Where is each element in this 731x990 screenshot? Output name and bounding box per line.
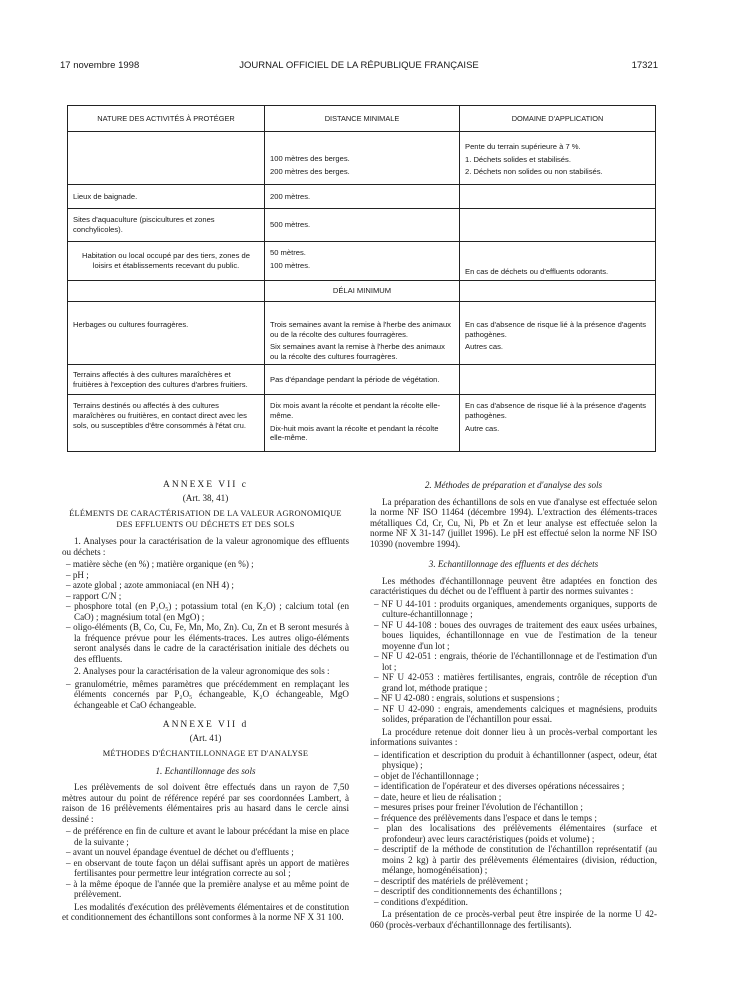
table-cell-distance bbox=[265, 365, 460, 395]
list-item: – identification de l'opérateur et des diverses opérations nécessaires ; bbox=[370, 781, 657, 792]
table-cell-nature bbox=[68, 209, 265, 242]
section-title: MÉTHODES D'ÉCHANTILLONNAGE ET D'ANALYSE bbox=[102, 749, 309, 758]
cell-text: Terrains affectés à des cultures maraîchères et fruitières à l'exception des cultures d'arbres fruitiers. bbox=[73, 370, 248, 389]
bullet-list bbox=[62, 679, 349, 711]
list-item: – NF U 44-101 : produits organiques, amendements organiques, supports de culture-échantillonnage ; bbox=[370, 599, 657, 620]
header-journal-title: JOURNAL OFFICIEL DE LA RÉPUBLIQUE FRANÇAISE bbox=[239, 60, 479, 71]
paragraph: Les modalités d'exécution des prélèvements élémentaires et de constitution et conditionnement des échantillons sont conformes à la norme NF X 31 100. bbox=[62, 901, 349, 922]
list-item: – date, heure et lieu de réalisation ; bbox=[370, 792, 657, 803]
cell-text: Autre cas. bbox=[465, 423, 500, 433]
cell-text: Dix-huit mois avant la récolte et pendant la récolte elle-même. bbox=[270, 423, 439, 443]
table-cell-domain bbox=[460, 395, 656, 452]
subsection-title: 2. Méthodes de préparation et d'analyse des sols bbox=[424, 480, 603, 490]
cell-text: 200 mètres des berges. bbox=[270, 166, 350, 176]
list-item: – plan des localisations des prélèvements élémentaires (surface et profondeur) avec leurs caractéristiques (poids et volume) ; bbox=[370, 823, 657, 844]
table-cell-nature bbox=[68, 242, 265, 281]
cell-text: En cas de déchets ou d'effluents odorants. bbox=[465, 267, 609, 277]
bullet-list bbox=[62, 559, 349, 664]
subsection-title: 1. Echantillonnage des sols bbox=[155, 765, 256, 776]
paragraph: Les méthodes d'échantillonnage peuvent être adaptées en fonction des caractéristiques du déchet ou de l'effluent à partir des normes suivantes : bbox=[370, 575, 657, 596]
table-cell-domain bbox=[460, 132, 656, 185]
table-cell-nature bbox=[68, 281, 265, 302]
table-row bbox=[68, 185, 656, 209]
annexe-heading: ANNEXE VII c bbox=[162, 480, 249, 490]
paragraph: 1. Analyses pour la caractérisation de la valeur agronomique des effluents ou déchets : bbox=[62, 536, 349, 557]
bullet-list bbox=[370, 599, 657, 725]
list-item: – à la même époque de l'année que la première analyse et au même point de prélèvement. bbox=[62, 879, 349, 900]
cell-text: 2. Déchets non solides ou non stabilisés. bbox=[465, 167, 603, 177]
header-page-number: 17321 bbox=[631, 60, 658, 71]
page-header bbox=[60, 60, 658, 74]
table-cell-domain bbox=[460, 242, 656, 281]
table-cell-distance bbox=[265, 209, 460, 242]
cell-text: Dix mois avant la récolte et pendant la récolte elle-même. bbox=[270, 401, 441, 420]
list-item: – NF U 42-080 : engrais, solutions et suspensions ; bbox=[370, 693, 657, 704]
cell-text: Sites d'aquaculture (piscicultures et zones conchylicoles). bbox=[73, 215, 215, 234]
table-cell-nature bbox=[68, 132, 265, 185]
table-header-row bbox=[68, 106, 656, 132]
paragraph: La préparation des échantillons de sols en vue d'analyse est effectuée selon la norme NF ISO 11464 (décembre 1994). L'extraction des éléments-traces métalliques Cd, Cr, Cu, Ni, Pb et Zn et leur analyse est effectuée selon la norme NF X 31-147 (juillet 1996). Le pH est effectué selon la norme NF ISO 10390 (novembre 1994). bbox=[370, 496, 657, 549]
list-item: – en observant de toute façon un délai suffisant après un apport de matières fertilisantes pour permettre leur intégration correcte au sol ; bbox=[62, 858, 349, 879]
list-item: – identification et description du produit à échantillonner (aspect, odeur, état physique) ; bbox=[370, 750, 657, 771]
list-item: – oligo-éléments (B, Co, Cu, Fe, Mn, Mo, Zn). Cu, Zn et B seront mesurés à la fréquence prévue pour les éléments-traces. Les autres oligo-éléments seront analysés dans le cadre de la caractérisation initiale des déchets ou des effluents. bbox=[62, 622, 349, 664]
list-item: – phosphore total (en P₂O₅) ; potassium total (en K₂O) ; calcium total (en CaO) ; magnésium total (en MgO) ; bbox=[62, 601, 349, 622]
list-item: – pH ; bbox=[62, 570, 349, 581]
list-item: – descriptif de la méthode de constitution de l'échantillon représentatif (au moins 2 kg) à partir des prélèvements élémentaires (division, réduction, mélange, homogénéisation) ; bbox=[370, 844, 657, 876]
header-date: 17 novembre 1998 bbox=[60, 60, 140, 71]
table-cell-domain bbox=[460, 365, 656, 395]
list-item: – avant un nouvel épandage éventuel de déchet ou d'effluents ; bbox=[62, 847, 349, 858]
table-cell-domain bbox=[460, 281, 656, 302]
list-item: – granulométrie, mêmes paramètres que précédemment en remplaçant les éléments concernés par P₂O₅ échangeable, K₂O échangeable, MgO échangeable et CaO échangeable. bbox=[62, 679, 349, 711]
table-cell-distance bbox=[265, 185, 460, 209]
list-item: – de préférence en fin de culture et avant le labour précédant la mise en place de la suivante ; bbox=[62, 826, 349, 847]
subsection-title: 3. Echantillonnage des effluents et des déchets bbox=[428, 559, 599, 569]
cell-text: En cas d'absence de risque lié à la présence d'agents pathogènes. bbox=[465, 320, 647, 339]
table-subheader-delai: DÉLAI MINIMUM bbox=[265, 281, 460, 302]
table-row bbox=[68, 395, 656, 452]
cell-text: 500 mètres. bbox=[270, 220, 311, 230]
table-cell-nature bbox=[68, 395, 265, 452]
list-item: – objet de l'échantillonnage ; bbox=[370, 771, 657, 782]
table-header-distance: DISTANCE MINIMALE bbox=[265, 106, 460, 132]
table-cell-nature bbox=[68, 185, 265, 209]
annexe-heading: ANNEXE VII d bbox=[162, 720, 249, 730]
list-item: – NF U 42-053 : matières fertilisantes, engrais, contrôle de réception d'un grand lot, méthode pratique ; bbox=[370, 672, 657, 693]
list-item: – descriptif des matériels de prélèvement ; bbox=[370, 876, 657, 887]
table-row bbox=[68, 242, 656, 281]
cell-text: Pente du terrain supérieure à 7 %. bbox=[465, 142, 581, 151]
cell-text: 100 mètres des berges. bbox=[270, 154, 350, 163]
cell-text: 100 mètres. bbox=[270, 261, 311, 270]
list-item: – azote global ; azote ammoniacal (en NH 4) ; bbox=[62, 580, 349, 591]
right-column bbox=[370, 480, 657, 932]
table-subheader-row bbox=[68, 281, 656, 302]
table-cell-domain bbox=[460, 302, 656, 365]
paragraph: Les prélèvements de sol doivent être effectués dans un rayon de 7,50 mètres autour du point de référence repéré par ses coordonnées Lambert, à raison de 16 prélèvements élémentaires pris au hasard dans le cercle ainsi dessiné : bbox=[62, 782, 349, 824]
table-cell-nature bbox=[68, 302, 265, 365]
table-cell-domain bbox=[460, 185, 656, 209]
table-cell-distance bbox=[265, 242, 460, 281]
list-item: – NF U 42-051 : engrais, théorie de l'échantillonnage et de l'estimation d'un lot ; bbox=[370, 651, 657, 672]
table-row bbox=[68, 302, 656, 365]
list-item: – rapport C/N ; bbox=[62, 591, 349, 602]
cell-text: Terrains destinés ou affectés à des cultures maraîchères ou fruitières, en contact direct avec les sols, ou susceptibles d'être consommés à l'état cru. bbox=[73, 401, 247, 430]
list-item: – NF U 42-090 : engrais, amendements calciques et magnésiens, produits solides, préparation de l'échantillon pour essai. bbox=[370, 704, 657, 725]
paragraph: La présentation de ce procès-verbal peut être inspirée de la norme U 42-060 (procès-verbaux d'échantillonnage des fertilisants). bbox=[370, 909, 657, 930]
cell-text: Six semaines avant la remise à l'herbe des animaux ou la récolte des cultures fourragères. bbox=[270, 342, 445, 361]
bullet-list bbox=[62, 826, 349, 900]
table-cell-distance bbox=[265, 132, 460, 185]
table-header-nature: NATURE DES ACTIVITÉS À PROTÉGER bbox=[68, 106, 265, 132]
table-cell-distance bbox=[265, 302, 460, 365]
table-header-domain: DOMAINE D'APPLICATION bbox=[460, 106, 656, 132]
left-column bbox=[62, 480, 349, 925]
table-cell-distance bbox=[265, 395, 460, 452]
cell-text: En cas d'absence de risque lié à la présence d'agents pathogènes. bbox=[465, 401, 647, 420]
cell-text: 200 mètres. bbox=[270, 191, 311, 201]
article-ref: (Art. 41) bbox=[189, 732, 222, 743]
list-item: – matière sèche (en %) ; matière organique (en %) ; bbox=[62, 559, 349, 570]
list-item: – NF U 44-108 : boues des ouvrages de traitement des eaux usées urbaines, boues liquides, échantillonnage en vue de l'estimation de la teneur moyenne d'un lot ; bbox=[370, 620, 657, 652]
cell-text: Habitation ou local occupé par des tiers, zones de loisirs et établissements recevant du public. bbox=[81, 251, 250, 270]
table-row bbox=[68, 132, 656, 185]
table-row bbox=[68, 209, 656, 242]
paragraph: La procédure retenue doit donner lieu à un procès-verbal comportant les informations suivantes : bbox=[370, 726, 657, 747]
table-cell-domain bbox=[460, 209, 656, 242]
cell-text: Lieux de baignade. bbox=[73, 191, 138, 201]
paragraph: 2. Analyses pour la caractérisation de la valeur agronomique des sols : bbox=[74, 666, 330, 676]
distance-table bbox=[67, 105, 656, 452]
table-row bbox=[68, 365, 656, 395]
table-cell-nature bbox=[68, 365, 265, 395]
list-item: – conditions d'expédition. bbox=[370, 897, 657, 908]
list-item: – fréquence des prélèvements dans l'espace et dans le temps ; bbox=[370, 813, 657, 824]
cell-text: 1. Déchets solides et stabilisés. bbox=[465, 154, 571, 164]
cell-text: Herbages ou cultures fourragères. bbox=[73, 320, 189, 329]
list-item: – mesures prises pour freiner l'évolution de l'échantillon ; bbox=[370, 802, 657, 813]
list-item: – descriptif des conditionnements des échantillons ; bbox=[370, 886, 657, 897]
cell-text: Trois semaines avant la remise à l'herbe des animaux ou de la récolte des cultures fourragères. bbox=[270, 320, 451, 339]
article-ref: (Art. 38, 41) bbox=[182, 492, 229, 503]
section-title: ÉLÉMENTS DE CARACTÉRISATION DE LA VALEUR AGRONOMIQUE DES EFFLUENTS OU DÉCHETS ET DES SOLS bbox=[69, 509, 342, 529]
cell-text: Pas d'épandage pendant la période de végétation. bbox=[270, 375, 440, 385]
bullet-list bbox=[370, 750, 657, 908]
cell-text: Autres cas. bbox=[465, 342, 503, 352]
cell-text: 50 mètres. bbox=[270, 248, 306, 258]
